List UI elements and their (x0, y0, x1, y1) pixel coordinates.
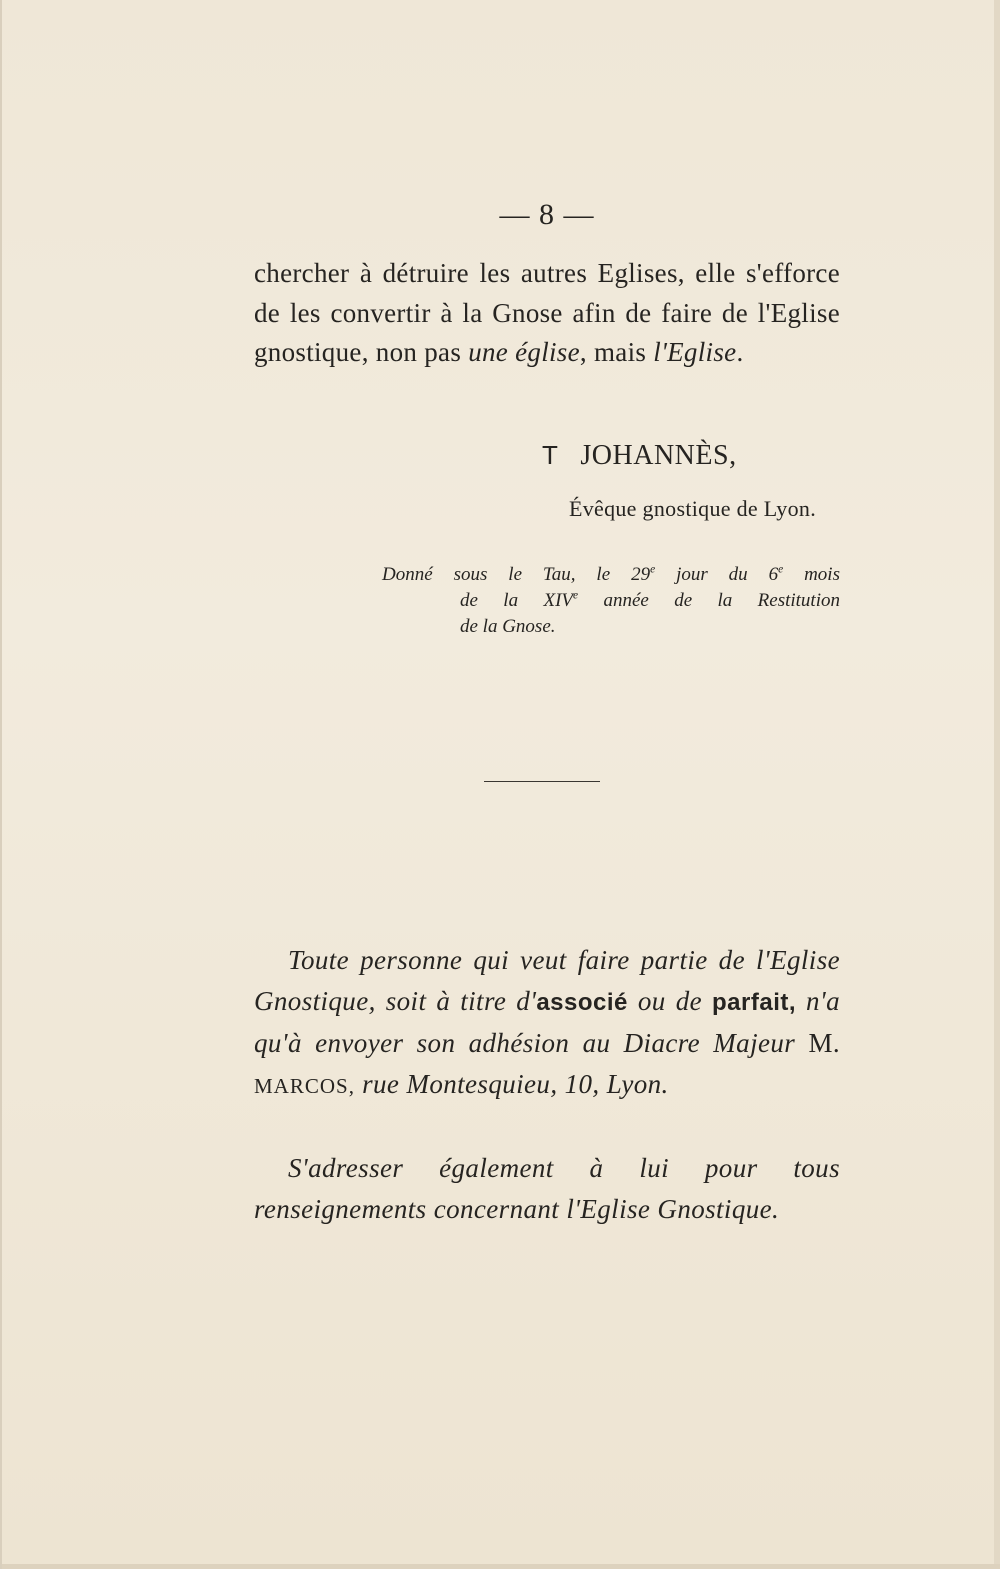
notice-text-d: n'a qu'à envoyer son adhésion au Diacre Majeur (254, 985, 840, 1058)
name-marcos: MARCOS, (254, 1073, 355, 1098)
paragraph-text-mid: , mais (579, 337, 654, 367)
dated-note-text-d: de la XIV (460, 590, 574, 611)
italic-phrase-une-eglise: une église (468, 337, 580, 367)
dated-note-line-3: de la Gnose. (460, 616, 556, 637)
dated-note-sup-3: e (573, 589, 579, 602)
notice-text-m: M. (808, 1028, 840, 1058)
separator-rule (484, 781, 600, 782)
page-edge-right (994, 0, 1000, 1569)
bold-term-parfait: parfait, (712, 988, 797, 1016)
dated-note-text-b: jour du 6 (655, 564, 779, 585)
dated-note-line-2 (382, 588, 840, 614)
contact-text: S'adresser également à lui pour tous renseignements concernant l'Eglise Gnostique. (254, 1153, 840, 1224)
signature-name: JOHANNÈS, (580, 440, 737, 471)
paragraph-text-end: . (736, 337, 744, 367)
tau-cross-icon: T (542, 440, 559, 470)
paragraph-continued (254, 254, 840, 373)
signature-title: Évêque gnostique de Lyon. (568, 496, 816, 521)
notice-address: rue Montesquieu, 10, Lyon. (354, 1068, 669, 1099)
dated-note-text-e: année de la Restitution (578, 590, 840, 611)
page-edge-bottom (2, 1564, 1000, 1569)
dated-note (382, 562, 840, 640)
bold-term-associe: associé (536, 988, 628, 1016)
dated-note-sup-1: e (650, 563, 656, 576)
notice-text-c: ou de (627, 985, 712, 1016)
dated-note-text-c: mois (783, 564, 840, 585)
dated-note-text-a: Donné sous le Tau, le 29 (382, 564, 651, 585)
paragraph-text: chercher à détruire les autres Eglises, elle s'efforce de les convertir à la Gnose afin de faire de l'Eglise gnostique, non pas (254, 258, 840, 367)
contact-notice (254, 1148, 840, 1229)
membership-notice (254, 940, 840, 1106)
notice-text-a: Toute personne qui veut faire partie de l'Eglise Gnostique, soit à titre d' (254, 945, 840, 1016)
dated-note-line-1 (382, 562, 840, 588)
dated-note-sup-2: e (778, 563, 784, 576)
italic-phrase-l-eglise: l'Eglise (653, 337, 737, 367)
signature (542, 440, 737, 472)
page-number: — 8 — (499, 198, 595, 231)
